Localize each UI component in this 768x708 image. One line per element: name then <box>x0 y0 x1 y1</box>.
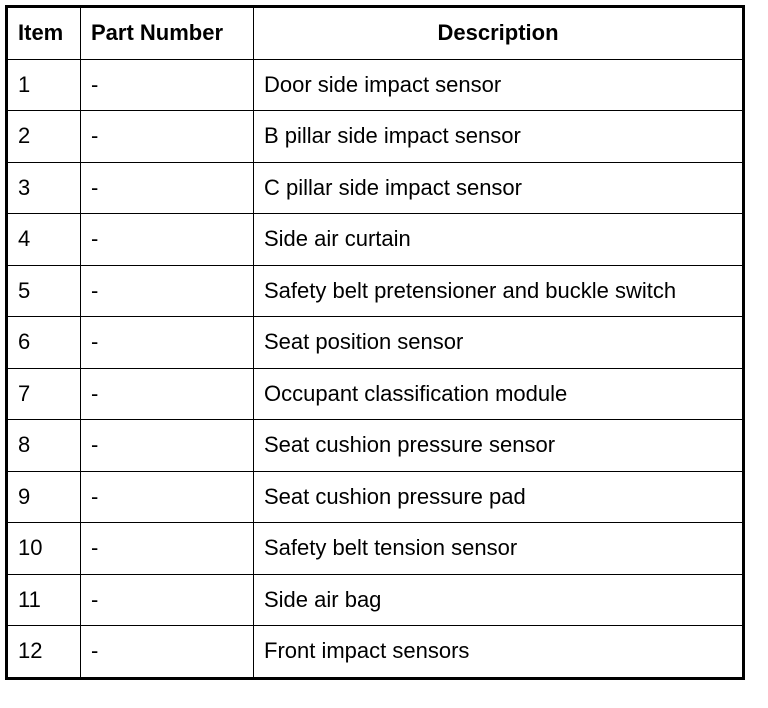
part-number-cell: - <box>81 471 254 523</box>
part-number-cell: - <box>81 265 254 317</box>
item-cell: 6 <box>7 317 81 369</box>
item-cell: 11 <box>7 574 81 626</box>
table-row <box>7 574 744 626</box>
description-cell: C pillar side impact sensor <box>254 162 744 214</box>
item-cell: 2 <box>7 111 81 163</box>
item-cell: 5 <box>7 265 81 317</box>
item-cell: 10 <box>7 523 81 575</box>
table-row <box>7 523 744 575</box>
part-number-cell: - <box>81 523 254 575</box>
table-row <box>7 471 744 523</box>
description-cell: Safety belt tension sensor <box>254 523 744 575</box>
description-cell: Seat cushion pressure pad <box>254 471 744 523</box>
part-number-cell: - <box>81 214 254 266</box>
table-row <box>7 626 744 679</box>
part-number-cell: - <box>81 111 254 163</box>
column-header-item: Item <box>7 7 81 60</box>
table-row <box>7 265 744 317</box>
part-number-cell: - <box>81 626 254 679</box>
table-row <box>7 368 744 420</box>
part-number-cell: - <box>81 162 254 214</box>
part-number-cell: - <box>81 574 254 626</box>
item-cell: 9 <box>7 471 81 523</box>
description-cell: Safety belt pretensioner and buckle switch <box>254 265 744 317</box>
table-row <box>7 111 744 163</box>
description-cell: B pillar side impact sensor <box>254 111 744 163</box>
description-cell: Side air curtain <box>254 214 744 266</box>
item-cell: 3 <box>7 162 81 214</box>
description-cell: Occupant classification module <box>254 368 744 420</box>
part-number-cell: - <box>81 317 254 369</box>
part-number-cell: - <box>81 59 254 111</box>
parts-table <box>5 5 745 680</box>
table-row <box>7 59 744 111</box>
table-header-row <box>7 7 744 60</box>
item-cell: 4 <box>7 214 81 266</box>
table-row <box>7 214 744 266</box>
item-cell: 7 <box>7 368 81 420</box>
description-cell: Front impact sensors <box>254 626 744 679</box>
part-number-cell: - <box>81 368 254 420</box>
description-cell: Seat position sensor <box>254 317 744 369</box>
item-cell: 12 <box>7 626 81 679</box>
description-cell: Side air bag <box>254 574 744 626</box>
table-row <box>7 162 744 214</box>
table-row <box>7 420 744 472</box>
column-header-description: Description <box>254 7 744 60</box>
part-number-cell: - <box>81 420 254 472</box>
table-row <box>7 317 744 369</box>
description-cell: Door side impact sensor <box>254 59 744 111</box>
item-cell: 1 <box>7 59 81 111</box>
description-cell: Seat cushion pressure sensor <box>254 420 744 472</box>
item-cell: 8 <box>7 420 81 472</box>
column-header-part-number: Part Number <box>81 7 254 60</box>
